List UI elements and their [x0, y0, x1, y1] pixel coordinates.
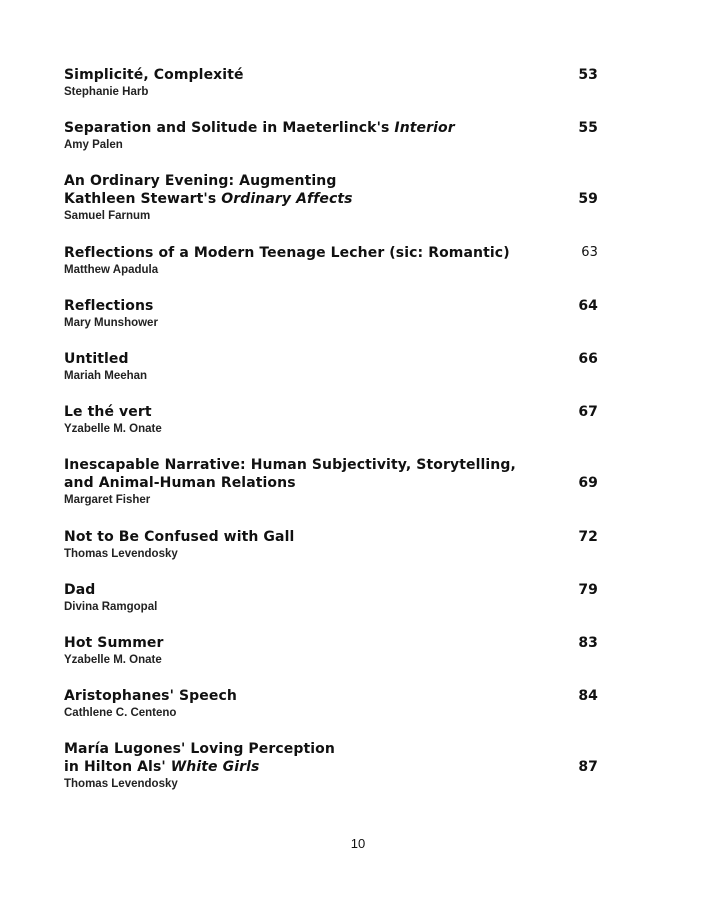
page-number-footer: 10	[350, 836, 366, 851]
entry-title-line	[64, 528, 600, 546]
toc-entry	[64, 528, 600, 561]
entry-title-text: An Ordinary Evening: Augmenting	[64, 173, 337, 189]
entry-page-number: 83	[578, 635, 598, 651]
entry-title-text: in Hilton Als'	[64, 759, 171, 775]
toc-entry	[64, 456, 600, 507]
toc-entry	[64, 634, 600, 667]
toc-entry	[64, 740, 600, 791]
entry-title-text: Untitled	[64, 351, 129, 367]
entry-page-number: 72	[578, 529, 598, 545]
entry-title-text: Inescapable Narrative: Human Subjectivity, Storytelling,	[64, 457, 516, 473]
entry-page-number: 66	[578, 351, 598, 367]
entry-page-number: 79	[578, 582, 598, 598]
entry-title-line	[64, 119, 600, 137]
entry-author: Yzabelle M. Onate	[64, 654, 162, 666]
entry-title-line	[64, 456, 600, 474]
entry-author: Thomas Levendosky	[64, 778, 178, 790]
entry-title-italic: Ordinary Affects	[221, 191, 353, 207]
entry-page-number: 55	[578, 120, 598, 136]
entry-title-italic: Interior	[394, 120, 455, 136]
entry-author: Samuel Farnum	[64, 210, 151, 222]
toc-entry	[64, 297, 600, 330]
entry-title-text: Aristophanes' Speech	[64, 688, 237, 704]
entry-author: Margaret Fisher	[64, 494, 151, 506]
toc-entry	[64, 244, 600, 277]
toc-entry	[64, 581, 600, 614]
entry-page-number: 84	[578, 688, 598, 704]
entry-author: Thomas Levendosky	[64, 548, 178, 560]
entry-title-text: and Animal-Human Relations	[64, 475, 296, 491]
entry-title-line	[64, 687, 600, 705]
entry-page-number: 87	[578, 759, 598, 775]
entry-title-text: Dad	[64, 582, 96, 598]
entry-author: Mariah Meehan	[64, 370, 148, 382]
entry-title-line	[64, 297, 600, 315]
toc-entry	[64, 172, 600, 223]
entry-page-number: 64	[578, 298, 598, 314]
entry-title-text: Le thé vert	[64, 404, 152, 420]
entry-title-text: Simplicité, Complexité	[64, 67, 244, 83]
entry-page-number: 67	[578, 404, 598, 420]
entry-author: Amy Palen	[64, 139, 123, 151]
entry-title-line	[64, 190, 600, 208]
entry-title-text: Kathleen Stewart's	[64, 191, 222, 207]
entry-author: Mary Munshower	[64, 317, 158, 329]
entry-title-line	[64, 403, 600, 421]
entry-author: Matthew Apadula	[64, 264, 159, 276]
entry-title-italic: White Girls	[170, 759, 260, 775]
entry-page-number: 59	[578, 191, 598, 207]
entry-author: Divina Ramgopal	[64, 601, 158, 613]
entry-title-text: María Lugones' Loving Perception	[64, 741, 335, 757]
toc-entry	[64, 119, 600, 152]
entry-page-number: 53	[578, 67, 598, 83]
entry-title-line	[64, 474, 600, 492]
entry-title-line	[64, 758, 600, 776]
entry-title-line	[64, 244, 600, 262]
entry-author: Yzabelle M. Onate	[64, 423, 162, 435]
entry-title-line	[64, 350, 600, 368]
entry-title-line	[64, 172, 600, 190]
toc-entry	[64, 350, 600, 383]
entry-title-text: Not to Be Confused with Gall	[64, 529, 295, 545]
entry-title-line	[64, 634, 600, 652]
entry-page-number: 69	[578, 475, 598, 491]
entry-title-line	[64, 581, 600, 599]
entry-title-text: Reflections	[64, 298, 154, 314]
entry-title-line	[64, 66, 600, 84]
entry-title-text: Hot Summer	[64, 635, 164, 651]
toc-entry	[64, 687, 600, 720]
entry-author: Cathlene C. Centeno	[64, 707, 177, 719]
entry-author: Stephanie Harb	[64, 86, 149, 98]
toc-entry	[64, 66, 600, 99]
entry-title-text: Separation and Solitude in Maeterlinck's	[64, 120, 395, 136]
toc-entry	[64, 403, 600, 436]
entry-title-text: Reflections of a Modern Teenage Lecher (sic: Romantic)	[64, 245, 510, 261]
entry-page-number: 63	[581, 245, 598, 260]
entry-title-line	[64, 740, 600, 758]
